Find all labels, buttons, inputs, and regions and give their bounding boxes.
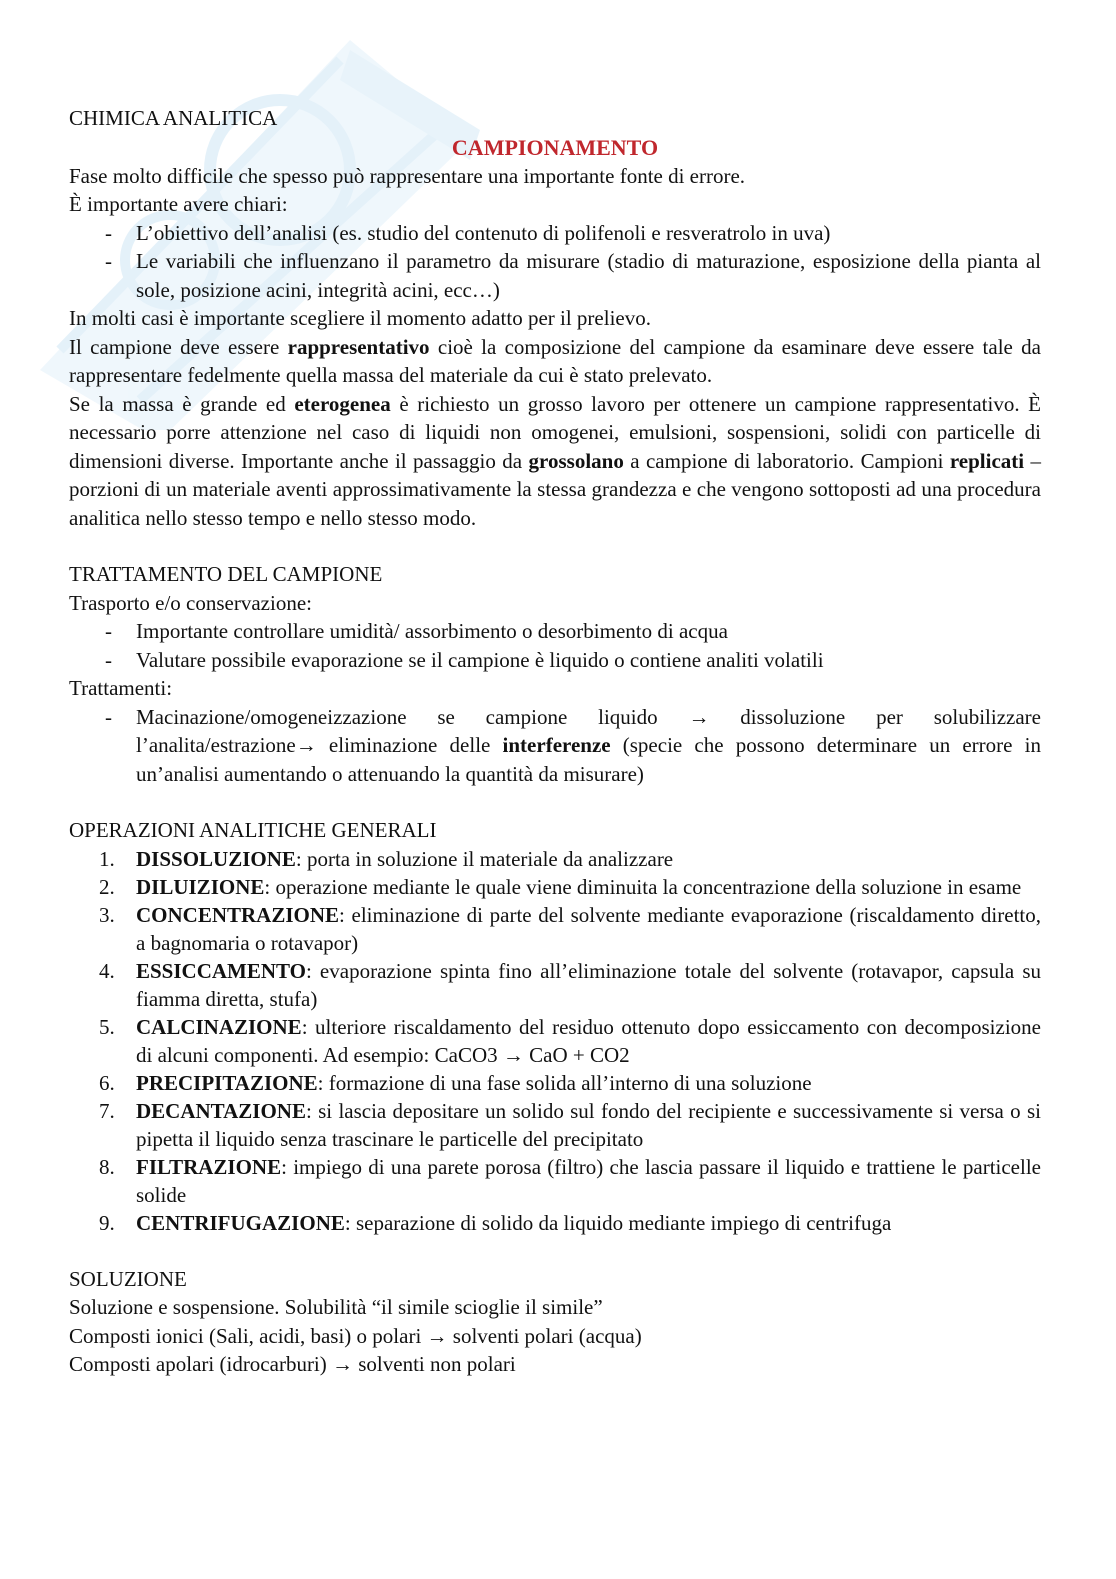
bullet-list-trasporto [69, 617, 1041, 674]
list-item: - L’obiettivo dell’analisi (es. studio del contenuto di polifenoli e resveratrolo in uva) [69, 219, 1041, 248]
paragraph-momento: In molti casi è importante scegliere il momento adatto per il prelievo. [69, 306, 651, 330]
paragraph-intro: Fase molto difficile che spesso può rappresentare una importante fonte di errore. [69, 163, 746, 188]
list-item: - Importante controllare umidità/ assorbimento o desorbimento di acqua [69, 617, 1041, 646]
paragraph-eterogenea: Se la massa è grande ed eterogenea è richiesto un grosso lavoro per ottenere un campione rappresentativo. È necessario porre attenzione nel caso di liquidi non omogenei, emulsioni, sospensioni, solidi con particelle di dimensioni diverse. Importante anche il passaggio da grossolano a campione di laboratorio. Campioni replicati – porzioni di un materiale aventi approssimativamente la stessa grandezza e che vengono sottoposti ad una procedura analitica nello stesso tempo e nello stesso modo. [69, 391, 1042, 530]
list-item: - Valutare possibile evaporazione se il campione è liquido o contiene analiti volatili [69, 646, 1041, 675]
list-item: 7. DECANTAZIONE: si lascia depositare un solido sul fondo del recipiente e successivamente si versa o si pipetta il liquido senza trascinare le particelle del precipitato [99, 1098, 1041, 1151]
list-item: 2. DILUIZIONE: operazione mediante le quale viene diminuita la concentrazione della soluzione in esame [99, 874, 1022, 899]
list-item: - Le variabili che influenzano il parametro da misurare (stadio di maturazione, esposizione della pianta al sole, posizione acini, integrità acini, ecc…) [69, 247, 1041, 304]
list-item: - Macinazione/omogeneizzazione se campione liquido → dissoluzione per solubilizzare l’analita/estrazione→ eliminazione delle interferenze (specie che possono determinare un errore in un’analisi aumentando o attenuando la quantità da misurare) [69, 703, 1041, 789]
numbered-list-operazioni [69, 845, 1041, 1237]
section-heading-campionamento: CAMPIONAMENTO [451, 134, 659, 160]
subheading-trattamenti: Trattamenti: [69, 676, 173, 700]
section-title-soluzione: SOLUZIONE [69, 1266, 187, 1291]
list-item: 8. FILTRAZIONE: impiego di una parete porosa (filtro) che lascia passare il liquido e trattiene le particelle solide [99, 1154, 1041, 1207]
paragraph-rappresentativo: Il campione deve essere rappresentativo cioè la composizione del campione da esaminare deve essere tale da rappresentare fedelmente quella massa del materiale da cui è stato prelevato. [69, 334, 1041, 387]
list-item: 9. CENTRIFUGAZIONE: separazione di solido da liquido mediante impiego di centrifuga [99, 1210, 892, 1235]
list-item: 3. CONCENTRAZIONE: eliminazione di parte del solvente mediante evaporazione (riscaldamento diretto, a bagnomaria o rotavapor) [99, 902, 1041, 955]
list-item: 1. DISSOLUZIONE: porta in soluzione il materiale da analizzare [99, 846, 674, 871]
paragraph-solubilita: Soluzione e sospensione. Solubilità “il simile scioglie il simile” [69, 1295, 603, 1319]
paragraph-composti-apolari: Composti apolari (idrocarburi) → solventi non polari [69, 1352, 516, 1376]
list-item: 5. CALCINAZIONE: ulteriore riscaldamento del residuo ottenuto dopo essiccamento con decomposizione di alcuni componenti. Ad esempio: CaCO3 → CaO + CO2 [99, 1014, 1041, 1067]
document-title: CHIMICA ANALITICA [69, 106, 278, 130]
section-title-operazioni: OPERAZIONI ANALITICHE GENERALI [69, 818, 437, 842]
paragraph-composti-ionici: Composti ionici (Sali, acidi, basi) o polari → solventi polari (acqua) [69, 1323, 642, 1348]
document-page [69, 104, 1041, 1379]
subheading-trasporto: Trasporto e/o conservazione: [69, 590, 312, 615]
list-item: 4. ESSICCAMENTO: evaporazione spinta fino all’eliminazione totale del solvente (rotavapor, capsula su fiamma diretta, stufa) [99, 958, 1041, 1011]
list-item: 6. PRECIPITAZIONE: formazione di una fase solida all’interno di una soluzione [99, 1070, 812, 1095]
section-title-trattamento: TRATTAMENTO DEL CAMPIONE [69, 562, 383, 586]
bullet-list-trattamenti [69, 703, 1041, 789]
paragraph-chiari: È importante avere chiari: [69, 192, 288, 216]
bullet-list-objectives [69, 219, 1041, 305]
